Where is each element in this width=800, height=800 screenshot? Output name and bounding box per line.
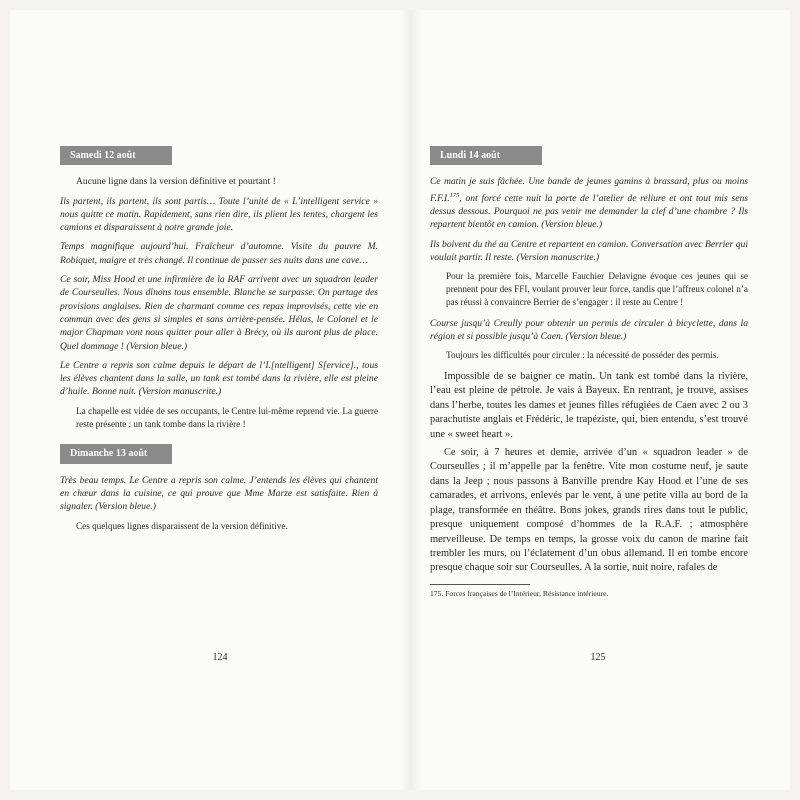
paragraph: Ce soir, Miss Hood et une infirmière de la RAF arrivent avec un squadron leader de Courseulles. Nous dînons tous ensemble. Blanche se surpasse. On partage des provisions anglaises. Rien de charmant comme ces repas improvisés, cette vie en commun avec des gens si simples et sans arrière-pensée. Hélas, le Colonel et le major Chapman vont nous quitter pour aller à Brécy, où ils auront plus de place. Quel dommage ! (Version bleue.) <box>60 274 378 352</box>
commentary-block: Toujours les difficultés pour circuler : la nécessité de posséder des permis. <box>446 350 719 361</box>
paragraph: Très beau temps. Le Centre a repris son calme. J’entends les élèves qui chantent en chœur dans la cuisine, ce qui prouve que Mme Marze est satisfaite. Rien à signaler. (Version bleue.) <box>60 474 378 513</box>
paragraph: Aucune ligne dans la version définitive et pourtant ! <box>76 176 276 188</box>
footnote-ref: 175 <box>449 191 460 199</box>
paragraph-text: Ce matin je suis fâchée. Une bande de jeunes gamins à brassard, plus ou moins F.F.I. <box>430 176 748 204</box>
date-heading-monday: Lundi 14 août <box>430 146 542 165</box>
footnote: 175. Forces françaises de l’Intérieur, Résistance intérieure. <box>430 588 609 598</box>
commentary-block: Ces quelques lignes disparaissent de la version définitive. <box>76 520 288 531</box>
paragraph: Ils boivent du thé au Centre et repartent en camion. Conversation avec Berrier qui voulait partir. Il reste. (Version manuscrite.) <box>430 238 748 263</box>
paragraph: Le Centre a repris son calme depuis le départ de l’I.[ntelligent] S[ervice]., tous les élèves chantent dans la salle, un tank est tombé dans la rivière, elle est pleine d’huile. Bonne nuit. (Version manuscrite.) <box>60 359 378 398</box>
page-number-right: 125 <box>590 652 606 663</box>
footnote-rule <box>430 584 530 585</box>
paragraph: Impossible de se baigner ce matin. Un tank est tombé dans la rivière, l’eau est pleine de pétrole. Je vais à Bayeux. En rentrant, je trouve, assises dans l’herbe, toutes les dames et jeunes filles réfugiées de Caen avec 2 ou 3 parachutiste anglais et Frédéric, le trapéziste, qui, bien entendu, s’est trouvé une « sweet heart ». <box>430 371 748 440</box>
left-page <box>60 146 378 540</box>
paragraph: Ils partent, ils partent, ils sont partis… Toute l’unité de « L’intelligent service » nous quitte ce matin. Rapidement, sans rien dire, ils plient les tentes, chargent les camions et disparaissent à notre grande joie. <box>60 195 378 234</box>
book-gutter <box>400 10 422 790</box>
date-heading-sunday: Dimanche 13 août <box>60 444 172 463</box>
paragraph: Course jusqu’à Creully pour obtenir un permis de circuler à bicyclette, dans la région et si possible jusqu’à Caen. (Version bleue.) <box>430 317 748 342</box>
paragraph: Temps magnifique aujourd’hui. Fraîcheur d’automne. Visite du pauvre M. Robiquet, maigre et très changé. Il continue de passer ses nuits dans une cave… <box>60 241 378 266</box>
commentary-block: La chapelle est vidée de ses occupants, le Centre lui-même reprend vie. La guerre reste présente : un tank tombe dans la rivière ! <box>76 405 378 429</box>
paragraph <box>430 175 748 231</box>
page-number-left: 124 <box>212 652 228 663</box>
paragraph: Ce soir, à 7 heures et demie, arrivée d’un « squadron leader » de Courseulles ; il m’appelle par la fenêtre. Vite mon costume neuf, je saute dans la Jeep ; nous passons à Banville prendre Kay Hood et l’une de ses camarades, et arrivons, enlevés par le vent, à une petite villa au bord de la plage, transformée en théâtre. Bons jokes, grands rires dans tout le public, presque uniquement composé d’hommes de la R.A.F. ; atmosphère merveilleuse. De temps en temps, la grosse voix du canon de marine fait trembler les murs, ou l’éclatement d’un obus allemand. Il en tombe encore presque chaque soir sur Courseulles. A la sortie, nuit noire, rafales de <box>430 447 748 574</box>
paragraph-text: , ont forcé cette nuit la porte de l’atelier de reliure et ont tout mis sens dessus dessous. Pourquoi ne pas venir me demander la clef d’une chambre ? Ils repartent bientôt en camion. (Version bleue.) <box>430 192 748 231</box>
commentary-block: Pour la première fois, Marcelle Fauchier Delavigne évoque ces jeunes qui se prennent pour des FFI, voulant prouver leur force, tandis que l’affreux colonel n’a pas réussi à convaincre Berrier de s’engager : il reste au Centre ! <box>446 271 748 307</box>
date-heading-saturday: Samedi 12 août <box>60 146 172 165</box>
right-page <box>430 146 748 599</box>
book-spread <box>10 10 790 790</box>
